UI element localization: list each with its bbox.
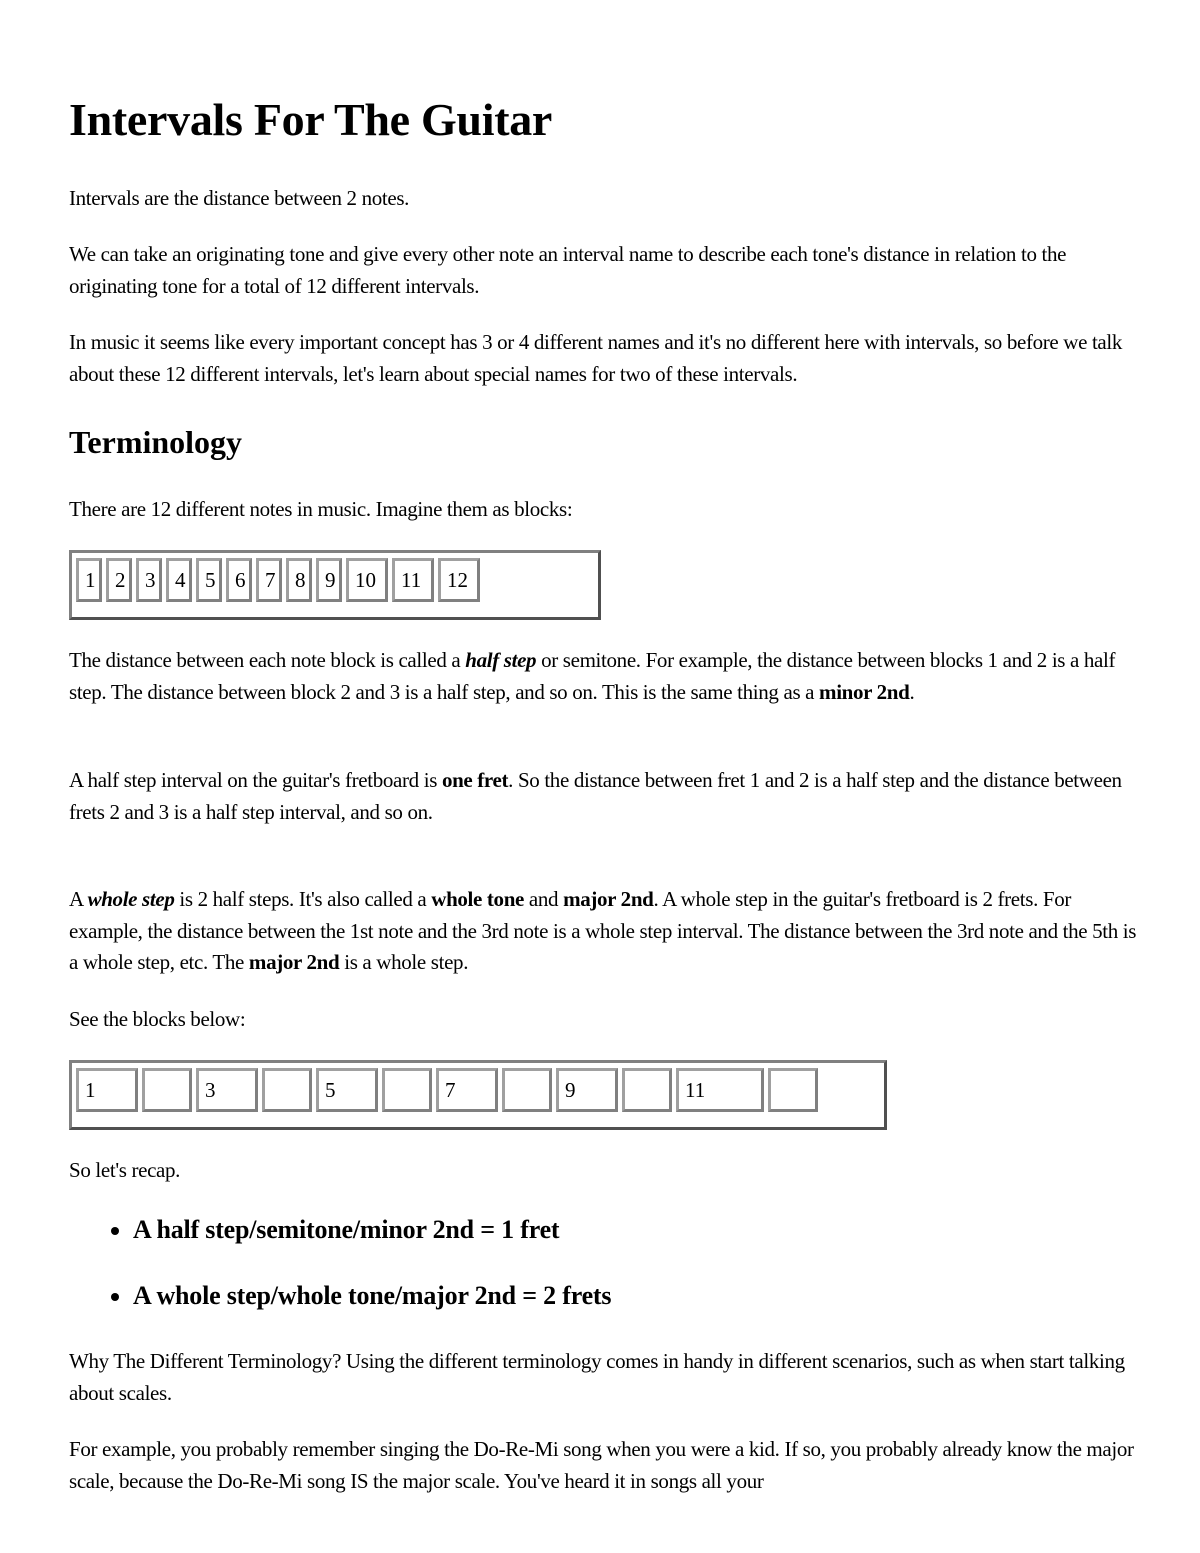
see-blocks-text: See the blocks below:: [69, 1007, 246, 1031]
text: is 2 half steps. It's also called a: [174, 887, 432, 911]
note-block: 1: [76, 1068, 138, 1112]
note-block: 5: [196, 558, 222, 602]
note-block: 10: [346, 558, 388, 602]
note-block: [382, 1068, 432, 1112]
major-2nd-term: major 2nd: [563, 887, 654, 911]
minor-2nd-term: minor 2nd: [819, 679, 910, 704]
note-block: 4: [166, 558, 192, 602]
whole-tone-term: whole tone: [431, 887, 525, 911]
note-block: 5: [316, 1068, 378, 1112]
list-item: • A whole step/whole tone/major 2nd = 2 frets: [133, 1280, 1133, 1312]
text: . So the distance between fret 1 and 2 is a half step and the distance between: [508, 768, 1122, 792]
page-title: Intervals For The Guitar: [69, 94, 553, 145]
note-block: 3: [136, 558, 162, 602]
text: . A whole step in the guitar's fretboard is 2 frets. For example, the distance between the 1st note and the 3rd note is a whole step interval. The distance between the 3rd note and the 5th is a whole step, etc. The: [69, 887, 1137, 974]
blocks-intro-text: There are 12 different notes in music. Imagine them as blocks:: [69, 497, 573, 521]
note-block: [262, 1068, 312, 1112]
intro-paragraph-1: Intervals are the distance between 2 notes.: [69, 186, 410, 210]
text: and: [524, 887, 564, 911]
note-block: 11: [392, 558, 434, 602]
major-2nd-term: major 2nd: [248, 950, 340, 974]
note-blocks-table: [69, 550, 601, 620]
note-block: [142, 1068, 192, 1112]
one-fret-term: one fret: [441, 768, 509, 792]
text: A half step interval on the guitar's fretboard is: [69, 768, 442, 792]
note-block: [768, 1068, 818, 1112]
half-step-term: half step: [465, 648, 537, 672]
whole-step-blocks-table: [69, 1060, 887, 1130]
text: frets 2 and 3 is a half step interval, and so on.: [69, 799, 433, 824]
fret-paragraph: [69, 765, 1137, 828]
note-block: 3: [196, 1068, 258, 1112]
recap-text: So let's recap.: [69, 1158, 181, 1182]
note-block: 1: [76, 558, 102, 602]
text: .: [909, 679, 915, 704]
why-terminology-paragraph: Why The Different Terminology? Using the different terminology comes in handy in different scenarios, such as when start talking about scales.: [69, 1349, 1125, 1405]
note-block: 9: [316, 558, 342, 602]
text: A: [69, 887, 88, 911]
list-item: • A half step/semitone/minor 2nd = 1 fret: [133, 1214, 1133, 1246]
text: or semitone. For example, the distance between blocks 1 and 2 is a half step. The distance between block 2 and 3 is a half step, and so on. This is the same thing as a: [69, 648, 1116, 704]
recap-list: [69, 1214, 1133, 1312]
note-block: 7: [256, 558, 282, 602]
note-block: 2: [106, 558, 132, 602]
intro-paragraph-2: We can take an originating tone and give every other note an interval name to describe each tone's distance in relation to the originating tone for a total of 12 different intervals.: [69, 242, 1067, 298]
text: is a whole step.: [339, 950, 469, 974]
note-block: 9: [556, 1068, 618, 1112]
whole-step-term: whole step: [87, 887, 175, 911]
whole-step-paragraph: [69, 884, 1137, 979]
text: The distance between each note block is called a: [69, 648, 466, 672]
terminology-heading: Terminology: [69, 424, 243, 460]
example-paragraph: For example, you probably remember singing the Do-Re-Mi song when you were a kid. If so, you probably already know the major scale, because the Do-Re-Mi song IS the major scale. You've heard it in songs all your: [69, 1437, 1134, 1493]
intro-paragraph-3: In music it seems like every important concept has 3 or 4 different names and it's no different here with intervals, so before we talk about these 12 different intervals, let's learn about special names for two of these intervals.: [69, 330, 1123, 386]
note-block: 11: [676, 1068, 764, 1112]
note-block: [622, 1068, 672, 1112]
note-block: 6: [226, 558, 252, 602]
note-block: 8: [286, 558, 312, 602]
note-block: 7: [436, 1068, 498, 1112]
note-block: 12: [438, 558, 480, 602]
half-step-paragraph: [69, 645, 1137, 708]
note-block: [502, 1068, 552, 1112]
